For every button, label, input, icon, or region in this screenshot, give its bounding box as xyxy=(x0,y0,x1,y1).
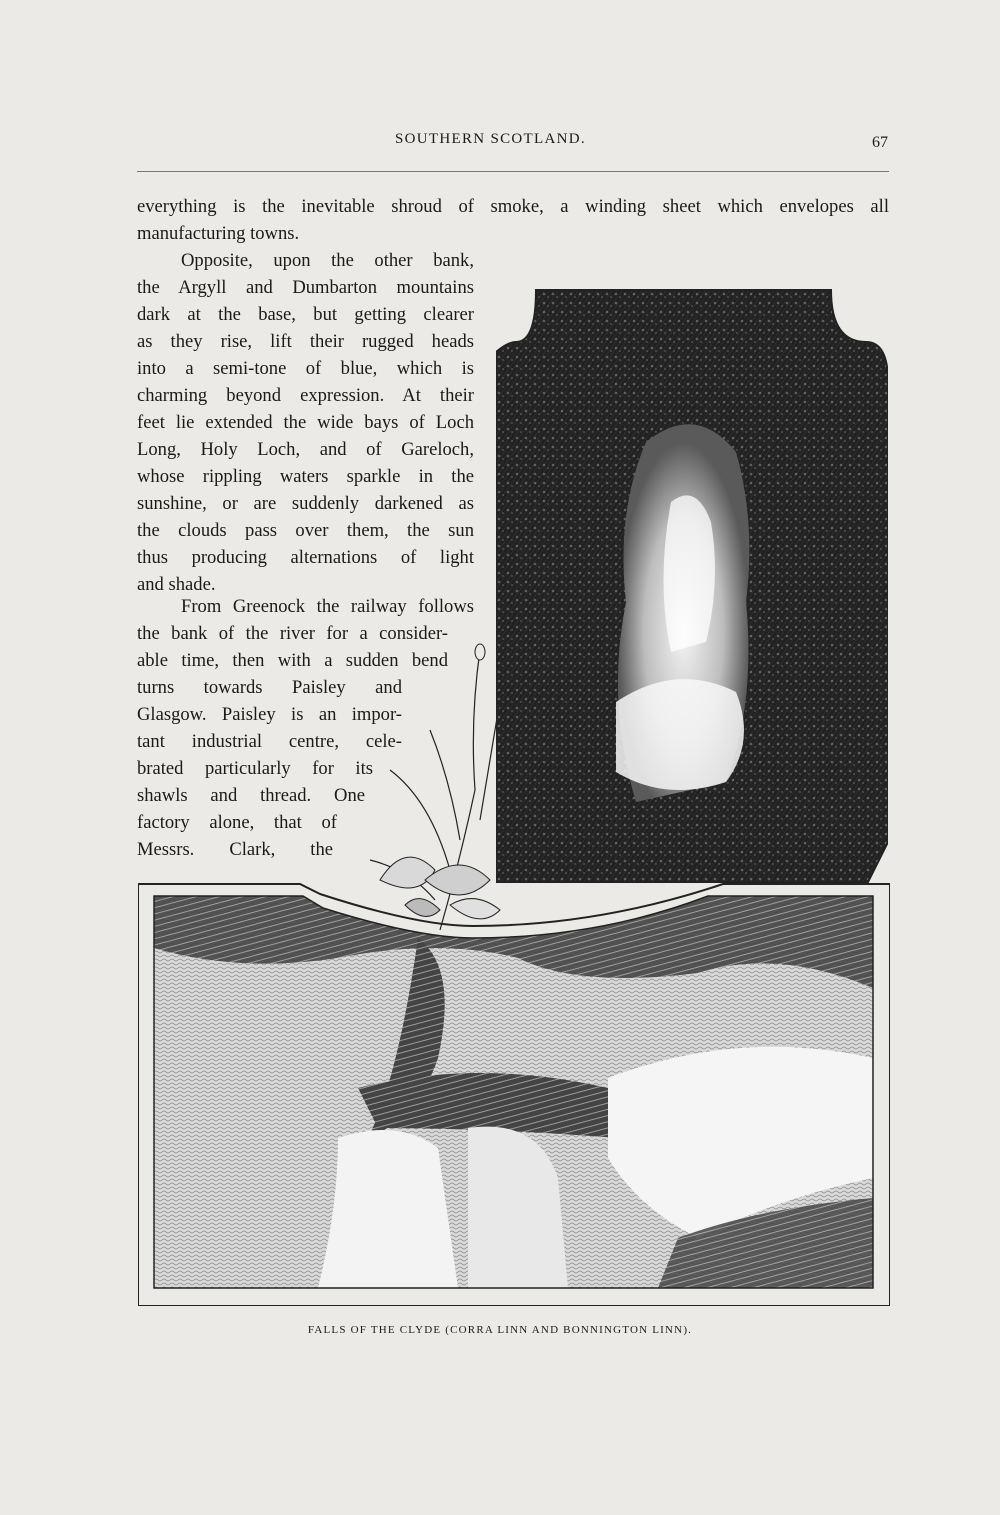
header-rule xyxy=(137,171,889,172)
body-text xyxy=(137,193,889,247)
text-line: sunshine, or are suddenly darkened as xyxy=(137,493,474,514)
text-line: From Greenock the railway follows xyxy=(181,596,474,617)
text-line: able time, then with a sudden bend xyxy=(137,650,448,671)
text-line: and shade. xyxy=(137,574,216,595)
paragraph-mountains xyxy=(137,247,474,598)
page-number: 67 xyxy=(872,134,888,151)
text-line: charming beyond expression. At their xyxy=(137,385,474,406)
text-line: factory alone, that of xyxy=(137,812,337,833)
text-line: the clouds pass over them, the sun xyxy=(137,520,474,541)
text-line: whose rippling waters sparkle in the xyxy=(137,466,474,487)
text-line: feet lie extended the wide bays of Loch xyxy=(137,412,474,433)
text-line: manufacturing towns. xyxy=(137,223,300,244)
text-line: into a semi-tone of blue, which is xyxy=(137,358,474,379)
waterfall-woodland-illustration xyxy=(496,282,888,912)
text-line: Long, Holy Loch, and of Gareloch, xyxy=(137,439,474,460)
text-line: Glasgow. Paisley is an impor- xyxy=(137,704,402,725)
text-line: the bank of the river for a consider- xyxy=(137,623,448,644)
text-line: dark at the base, but getting clearer xyxy=(137,304,474,325)
text-line: brated particularly for its xyxy=(137,758,373,779)
text-line: thus producing alternations of light xyxy=(137,547,474,568)
text-line: the Argyll and Dumbarton mountains xyxy=(137,277,474,298)
rocky-falls-illustration xyxy=(138,878,890,1306)
text-line: turns towards Paisley and xyxy=(137,677,402,698)
text-line: Opposite, upon the other bank, xyxy=(181,250,474,271)
text-line: Messrs. Clark, the xyxy=(137,839,333,860)
running-title: SOUTHERN SCOTLAND. xyxy=(395,131,586,147)
paragraph-greenock xyxy=(137,593,474,863)
text-line: as they rise, lift their rugged heads xyxy=(137,331,474,352)
text-line: everything is the inevitable shroud of smoke, a winding sheet which envelopes all xyxy=(137,196,889,217)
running-head xyxy=(0,131,1000,155)
figure-caption: FALLS OF THE CLYDE (CORRA LINN AND BONNINGTON LINN). xyxy=(307,1324,693,1336)
text-line: tant industrial centre, cele- xyxy=(137,731,402,752)
paragraph xyxy=(137,193,889,247)
text-line: shawls and thread. One xyxy=(137,785,365,806)
